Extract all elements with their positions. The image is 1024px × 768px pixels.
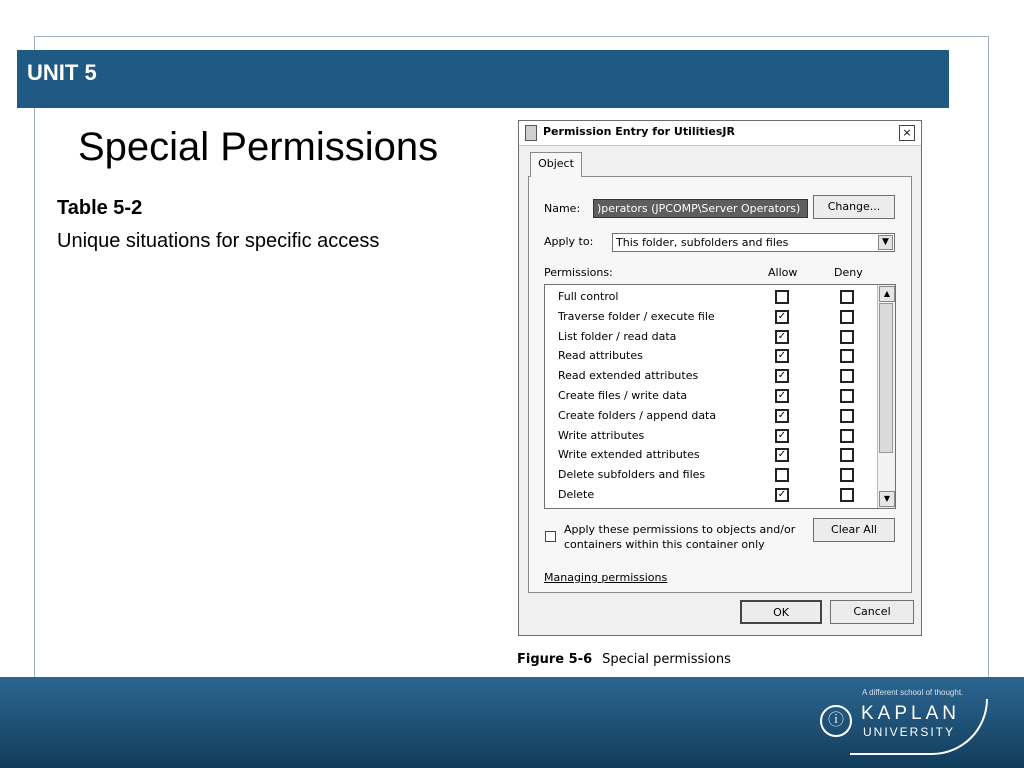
allow-checkbox[interactable]: ✓ <box>775 448 789 462</box>
torch-logo-icon: ⓘ <box>820 705 852 737</box>
table-caption-body: Unique situations for specific access <box>57 230 380 252</box>
scroll-thumb[interactable] <box>879 303 893 453</box>
apply-only-label-line2: containers within this container only <box>564 538 765 551</box>
deny-checkbox[interactable] <box>840 310 854 324</box>
deny-checkbox[interactable] <box>840 290 854 304</box>
unit-label: UNIT 5 <box>27 60 97 85</box>
permission-row <box>558 407 868 425</box>
permission-row <box>558 486 868 504</box>
permission-row <box>558 347 868 365</box>
permission-name: Create folders / append data <box>558 408 717 422</box>
allow-checkbox[interactable]: ✓ <box>775 488 789 502</box>
permission-row <box>558 466 868 484</box>
allow-checkbox[interactable]: ✓ <box>775 369 789 383</box>
permissions-label: Permissions: <box>544 266 613 279</box>
permission-name: Read extended attributes <box>558 369 699 383</box>
permission-row <box>558 427 868 445</box>
allow-checkbox[interactable]: ✓ <box>775 310 789 324</box>
permission-row <box>558 367 868 385</box>
allow-checkbox[interactable]: ✓ <box>775 409 789 423</box>
managing-permissions-link[interactable]: Managing permissions <box>544 571 668 584</box>
permission-name: List folder / read data <box>558 329 677 343</box>
allow-checkbox[interactable] <box>775 290 789 304</box>
apply-only-checkbox[interactable] <box>545 531 556 542</box>
allow-checkbox[interactable] <box>775 468 789 482</box>
dialog-titlebar <box>519 121 921 146</box>
permissions-list <box>544 284 896 509</box>
allow-checkbox[interactable]: ✓ <box>775 429 789 443</box>
table-caption-title: Table 5-2 <box>57 197 143 219</box>
chevron-down-icon[interactable]: ▼ <box>878 235 893 250</box>
deny-checkbox[interactable] <box>840 369 854 383</box>
document-icon <box>525 125 537 141</box>
permission-name: Delete subfolders and files <box>558 468 706 482</box>
clear-all-button[interactable]: Clear All <box>813 518 895 542</box>
unit-header-bar <box>17 50 949 108</box>
allow-checkbox[interactable]: ✓ <box>775 349 789 363</box>
allow-checkbox[interactable]: ✓ <box>775 389 789 403</box>
scroll-up-icon[interactable]: ▲ <box>879 286 895 302</box>
apply-only-label-line1: Apply these permissions to objects and/or <box>564 523 796 536</box>
deny-checkbox[interactable] <box>840 389 854 403</box>
permission-name: Write extended attributes <box>558 448 700 462</box>
change-button[interactable]: Change... <box>813 195 895 219</box>
name-label: Name: <box>544 202 581 215</box>
permission-name: Delete <box>558 488 595 501</box>
permissions-scrollbar[interactable] <box>877 285 895 508</box>
apply-to-select[interactable] <box>612 233 895 252</box>
close-icon[interactable]: × <box>899 125 915 141</box>
permission-row <box>558 328 868 346</box>
permission-row <box>558 288 868 306</box>
deny-column-header: Deny <box>834 266 863 279</box>
scroll-down-icon[interactable]: ▼ <box>879 491 895 507</box>
deny-checkbox[interactable] <box>840 409 854 423</box>
deny-checkbox[interactable] <box>840 330 854 344</box>
figure-label: Figure 5-6 <box>517 652 593 667</box>
slide-title: Special Permissions <box>78 125 439 169</box>
tab-object[interactable]: Object <box>530 152 582 177</box>
cancel-button[interactable]: Cancel <box>830 600 914 624</box>
permission-entry-dialog <box>518 120 922 636</box>
deny-checkbox[interactable] <box>840 448 854 462</box>
apply-to-label: Apply to: <box>544 235 594 248</box>
permission-name: Traverse folder / execute file <box>558 309 715 323</box>
permission-name: Write attributes <box>558 428 645 442</box>
deny-checkbox[interactable] <box>840 468 854 482</box>
permission-name: Full control <box>558 290 619 303</box>
permission-name: Create files / write data <box>558 389 688 402</box>
allow-checkbox[interactable]: ✓ <box>775 330 789 344</box>
deny-checkbox[interactable] <box>840 349 854 363</box>
dialog-title: Permission Entry for UtilitiesJR <box>543 125 735 138</box>
figure-caption <box>517 652 731 667</box>
name-field[interactable]: )perators (JPCOMP\Server Operators) <box>593 199 808 218</box>
brand-subname: UNIVERSITY <box>863 725 956 739</box>
permission-row <box>558 446 868 464</box>
deny-checkbox[interactable] <box>840 488 854 502</box>
permission-name: Read attributes <box>558 349 643 363</box>
permission-row <box>558 308 868 326</box>
permission-row <box>558 387 868 405</box>
figure-text: Special permissions <box>602 652 731 667</box>
brand-name: KAPLAN <box>861 703 960 724</box>
deny-checkbox[interactable] <box>840 429 854 443</box>
apply-to-value: This folder, subfolders and files <box>616 236 789 249</box>
allow-column-header: Allow <box>768 266 798 279</box>
brand-tagline: A different school of thought. <box>862 688 964 697</box>
ok-button[interactable]: OK <box>740 600 822 624</box>
